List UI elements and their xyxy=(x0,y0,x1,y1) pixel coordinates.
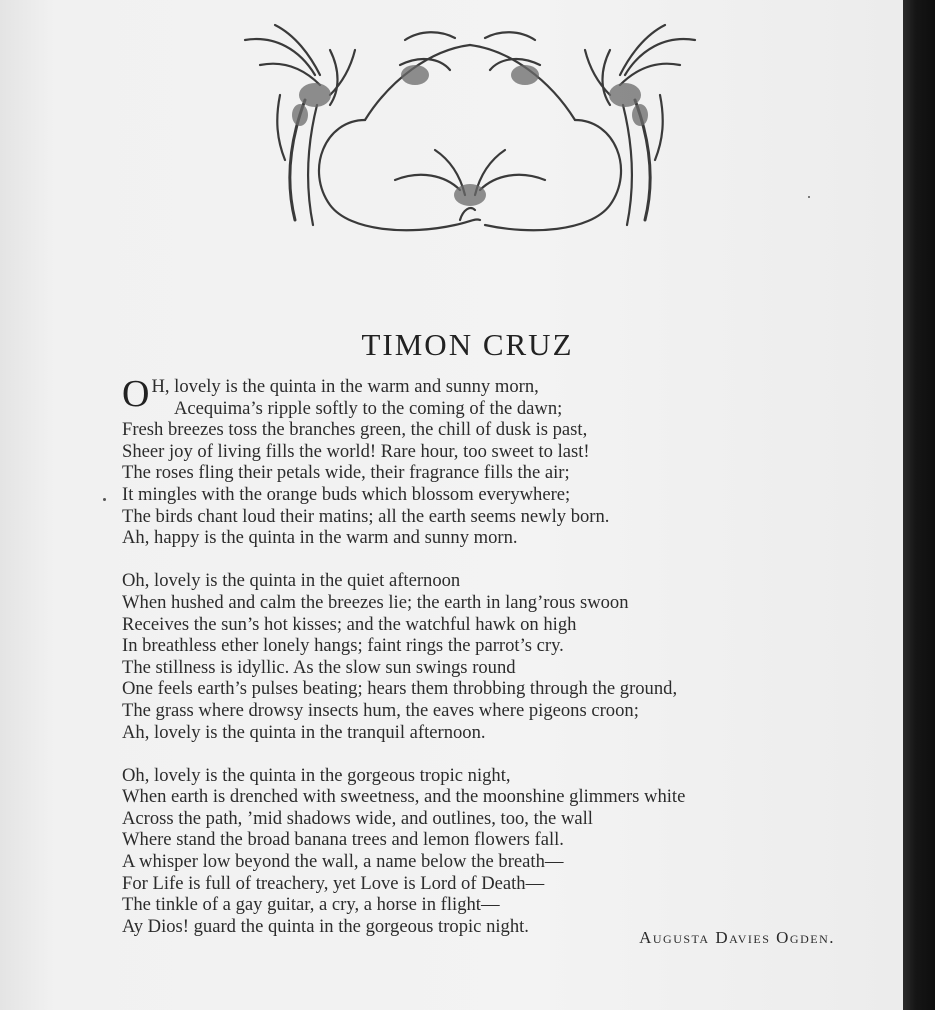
first-line-text: H, lovely is the quinta in the warm and sunny morn, xyxy=(151,376,539,397)
stanza-3 xyxy=(122,765,882,938)
poem-line: Oh, lovely is the quinta in the gorgeous tropic night, xyxy=(122,764,511,786)
poem-line: Receives the sun’s hot kisses; and the watchful hawk on high xyxy=(122,613,577,635)
author-name: Augusta Davies Ogden. xyxy=(639,928,835,947)
poem-line: Oh, lovely is the quinta in the quiet afternoon xyxy=(122,570,461,592)
page-edge xyxy=(903,0,935,1010)
poem-body xyxy=(122,373,882,959)
poem-line: Where stand the broad banana trees and lemon flowers fall. xyxy=(122,829,564,851)
poem-line: One feels earth’s pulses beating; hears them throbbing through the ground, xyxy=(122,678,678,700)
poem-line: The birds chant loud their matins; all the earth seems newly born. xyxy=(122,505,610,527)
poem-line: Sheer joy of living fills the world! Rare hour, too sweet to last! xyxy=(122,440,590,462)
poem-line: When earth is drenched with sweetness, and the moonshine glimmers white xyxy=(122,786,686,808)
poem-line: The stillness is idyllic. As the slow sun swings round xyxy=(122,656,516,678)
poem-line: The tinkle of a gay guitar, a cry, a horse in flight— xyxy=(122,894,500,916)
print-speck xyxy=(808,196,810,198)
poem-line: Ah, lovely is the quinta in the tranquil afternoon. xyxy=(122,721,486,743)
poem-line: Ay Dios! guard the quinta in the gorgeous tropic night. xyxy=(122,915,529,937)
poem-line: Ah, happy is the quinta in the warm and sunny morn. xyxy=(122,527,518,549)
stanza-2 xyxy=(122,570,882,743)
poem-line: It mingles with the orange buds which blossom everywhere; xyxy=(122,483,571,505)
poem-line: In breathless ether lonely hangs; faint rings the parrot’s cry. xyxy=(122,635,564,657)
poem-line: Acequima’s ripple softly to the coming of the dawn; xyxy=(174,397,563,419)
poem-line: The grass where drowsy insects hum, the eaves where pigeons croon; xyxy=(122,699,639,721)
print-speck xyxy=(103,498,106,501)
poem-title: TIMON CRUZ xyxy=(361,327,574,362)
poem-line: The roses fling their petals wide, their fragrance fills the air; xyxy=(122,462,570,484)
stanza-1 xyxy=(122,373,882,549)
floral-ornament-headpiece xyxy=(235,20,705,245)
poem-line: For Life is full of treachery, yet Love is Lord of Death— xyxy=(122,872,545,894)
drop-cap: O xyxy=(122,373,150,415)
poem-line: When hushed and calm the breezes lie; the earth in lang’rous swoon xyxy=(122,591,629,613)
author-signature xyxy=(639,928,835,948)
poem-line: A whisper low beyond the wall, a name below the breath— xyxy=(122,851,564,873)
poem-line: Fresh breezes toss the branches green, the chill of dusk is past, xyxy=(122,419,588,441)
poem-line: Across the path, ’mid shadows wide, and outlines, too, the wall xyxy=(122,807,593,829)
